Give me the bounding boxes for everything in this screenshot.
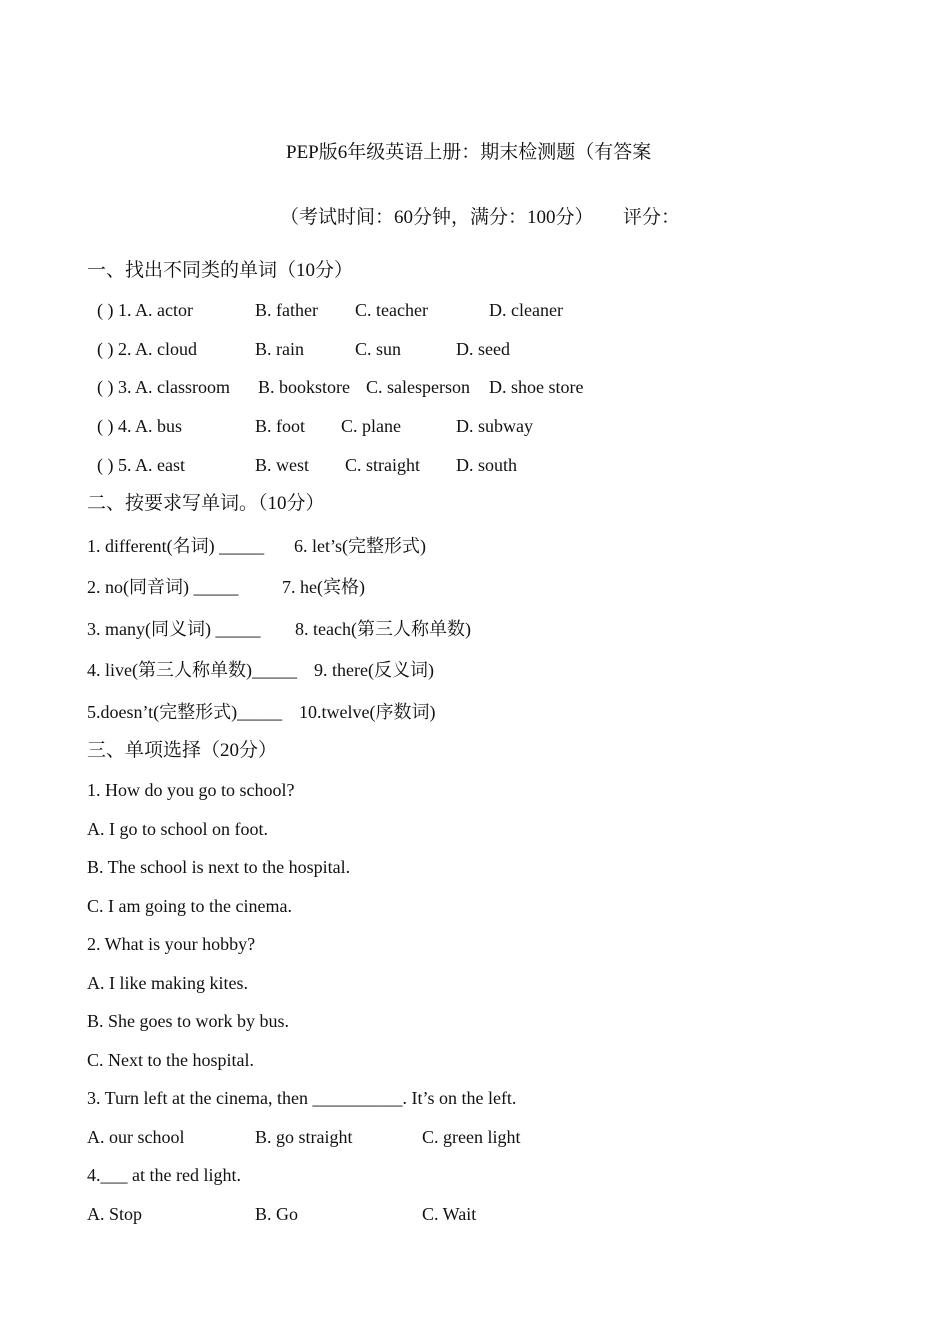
s3-q2-option-b: B. She goes to work by bus. bbox=[87, 1011, 289, 1031]
s1-q2-option-a: ( ) 2. A. cloud bbox=[97, 339, 197, 359]
s1-q4-option-a: ( ) 4. A. bus bbox=[97, 416, 182, 436]
s1-q3-option-a: ( ) 3. A. classroom bbox=[97, 377, 230, 397]
s3-q2-option-a: A. I like making kites. bbox=[87, 973, 248, 993]
s3-q3-option-c: C. green light bbox=[422, 1127, 521, 1147]
section1-heading: 一、找出不同类的单词（10分） bbox=[87, 260, 354, 281]
s1-q3-option-c: C. salesperson bbox=[366, 377, 470, 397]
s2-row1-right: 6. let’s(完整形式) bbox=[294, 536, 426, 556]
section2-heading: 二、按要求写单词。（10分） bbox=[87, 493, 325, 514]
s2-row5-right: 10.twelve(序数词) bbox=[299, 702, 436, 722]
s2-row5-left: 5.doesn’t(完整形式)_____ bbox=[87, 702, 283, 722]
s3-q2-question: 2. What is your hobby? bbox=[87, 934, 256, 954]
s1-q4-option-d: D. subway bbox=[456, 416, 533, 436]
s2-row3-right: 8. teach(第三人称单数) bbox=[295, 619, 471, 639]
s1-q1-option-d: D. cleaner bbox=[489, 300, 563, 320]
s1-q5-option-b: B. west bbox=[255, 455, 309, 475]
s3-q1-option-c: C. I am going to the cinema. bbox=[87, 896, 292, 916]
s1-q5-option-a: ( ) 5. A. east bbox=[97, 455, 185, 475]
s2-row4-right: 9. there(反义词) bbox=[314, 660, 434, 680]
s1-q3-option-b: B. bookstore bbox=[258, 377, 350, 397]
score-label: 评分： bbox=[623, 207, 681, 228]
s3-q1-question: 1. How do you go to school? bbox=[87, 780, 295, 800]
s1-q4-option-b: B. foot bbox=[255, 416, 306, 436]
s2-row3-left: 3. many(同义词) _____ bbox=[87, 619, 261, 639]
s2-row2-right: 7. he(宾格) bbox=[282, 577, 365, 597]
s3-q3-question: 3. Turn left at the cinema, then __________. It’s on the left. bbox=[87, 1088, 517, 1108]
s3-q3-option-a: A. our school bbox=[87, 1127, 185, 1147]
s3-q4-option-a: A. Stop bbox=[87, 1204, 143, 1224]
s3-q4-question: 4.___ at the red light. bbox=[87, 1165, 241, 1185]
s3-q1-option-b: B. The school is next to the hospital. bbox=[87, 857, 351, 877]
exam-info: （考试时间：60分钟，满分：100分） bbox=[280, 207, 594, 228]
s1-q2-option-d: D. seed bbox=[456, 339, 510, 359]
s1-q1-option-b: B. father bbox=[255, 300, 318, 320]
s1-q1-option-c: C. teacher bbox=[355, 300, 428, 320]
s1-q5-option-d: D. south bbox=[456, 455, 518, 475]
s1-q5-option-c: C. straight bbox=[345, 455, 420, 475]
s2-row2-left: 2. no(同音词) _____ bbox=[87, 577, 239, 597]
s1-q1-option-a: ( ) 1. A. actor bbox=[97, 300, 193, 320]
s3-q2-option-c: C. Next to the hospital. bbox=[87, 1050, 254, 1070]
s3-q4-option-b: B. Go bbox=[255, 1204, 299, 1224]
s3-q4-option-c: C. Wait bbox=[422, 1204, 477, 1224]
s2-row1-left: 1. different(名词) _____ bbox=[87, 536, 265, 556]
s2-row4-left: 4. live(第三人称单数)_____ bbox=[87, 660, 297, 680]
s1-q4-option-c: C. plane bbox=[341, 416, 401, 436]
s1-q2-option-b: B. rain bbox=[255, 339, 304, 359]
s1-q3-option-d: D. shoe store bbox=[489, 377, 584, 397]
s3-q1-option-a: A. I go to school on foot. bbox=[87, 819, 268, 839]
section3-heading: 三、单项选择（20分） bbox=[87, 740, 278, 761]
s1-q2-option-c: C. sun bbox=[355, 339, 402, 359]
page-title: PEP版6年级英语上册：期末检测题（有答案 bbox=[286, 142, 652, 163]
s3-q3-option-b: B. go straight bbox=[255, 1127, 353, 1147]
